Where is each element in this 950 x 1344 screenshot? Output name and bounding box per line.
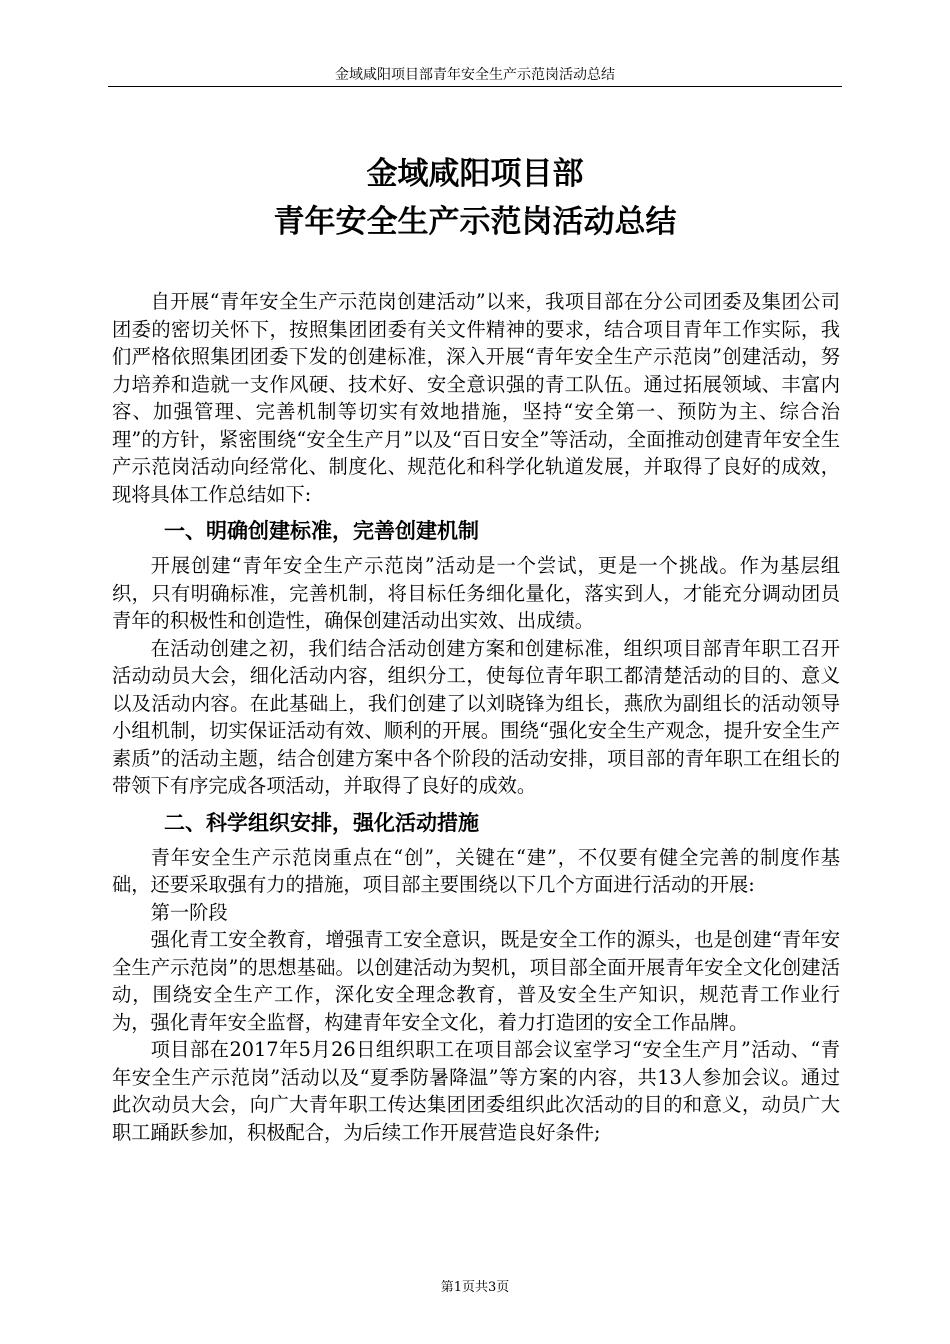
page-number-footer: 第1页共3页 [440, 1280, 510, 1295]
intro-paragraph: 自开展“青年安全生产示范岗创建活动”以来，我项目部在分公司团委及集团公司团委的密切关怀下，按照集团团委有关文件精神的要求，结合项目青年工作实际，我们严格依照集团团委下发的创建标准，深入开展“青年安全生产示范岗”创建活动，努力培养和造就一支作风硬、技术好、安全意识强的青工队伍。通过拓展领域、丰富内容、加强管理、完善机制等切实有效地措施，坚持“安全第一、预防为主、综合治理”的方针，紧密围绕“安全生产月”以及“百日安全”等活动，全面推动创建青年安全生产示范岗活动向经常化、制度化、规范化和科学化轨道发展，并取得了良好的成效，现将具体工作总结如下: [112, 290, 840, 506]
section-2-paragraph-3: 项目部在2017年5月26日组织职工在项目部会议室学习“安全生产月”活动、“青年安全生产示范岗”活动以及“夏季防暑降温”等方案的内容，共13人参加会议。通过此次动员大会，向广大青年职工传达集团团委组织此次活动的目的和意义，动员广大职工踊跃参加，积极配合，为后续工作开展营造良好条件; [112, 1038, 840, 1144]
section-1-paragraph-1: 开展创建“青年安全生产示范岗”活动是一个尝试，更是一个挑战。作为基层组织，只有明确标准，完善机制，将目标任务细化量化，落实到人，才能充分调动团员青年的积极性和创造性，确保创建活动出实效、出成绩。 [112, 554, 840, 632]
section-2-paragraph-1: 青年安全生产示范岗重点在“创”，关键在“建”，不仅要有健全完善的制度作基础，还要采取强有力的措施，项目部主要围绕以下几个方面进行活动的开展: [112, 845, 840, 896]
section-1-paragraph-2: 在活动创建之初，我们结合活动创建方案和创建标准，组织项目部青年职工召开活动动员大会，细化活动内容，组织分工，使每位青年职工都清楚活动的目的、意义以及活动内容。在此基础上，我们创建了以刘晓锋为组长，燕欣为副组长的活动领导小组机制，切实保证活动有效、顺利的开展。围绕“强化安全生产观念，提升安全生产素质”的活动主题，结合创建方案中各个阶段的活动安排，项目部的青年职工在组长的带领下有序完成各项活动，并取得了良好的成效。 [112, 636, 840, 797]
header-divider [108, 86, 842, 87]
document-title-line-2: 青年安全生产示范岗活动总结 [273, 204, 677, 240]
document-title-line-1: 金域咸阳项目部 [366, 156, 584, 192]
section-2-heading: 二、科学组织安排，强化活动措施 [164, 810, 479, 835]
stage-label: 第一阶段 [150, 900, 228, 924]
section-1-heading: 一、明确创建标准，完善创建机制 [164, 519, 479, 543]
section-2-paragraph-2: 强化青工安全教育，增强青工安全意识，既是安全工作的源头，也是创建“青年安全生产示范岗”的思想基础。以创建活动为契机，项目部全面开展青年安全文化创建活动，围绕安全生产工作，深化安全理念教育，普及安全生产知识，规范青工作业行为，强化青年安全监督，构建青年安全文化，着力打造团的安全工作品牌。 [112, 928, 840, 1034]
document-body [112, 288, 840, 1146]
running-header: 金域咸阳项目部青年安全生产示范岗活动总结 [335, 67, 615, 83]
